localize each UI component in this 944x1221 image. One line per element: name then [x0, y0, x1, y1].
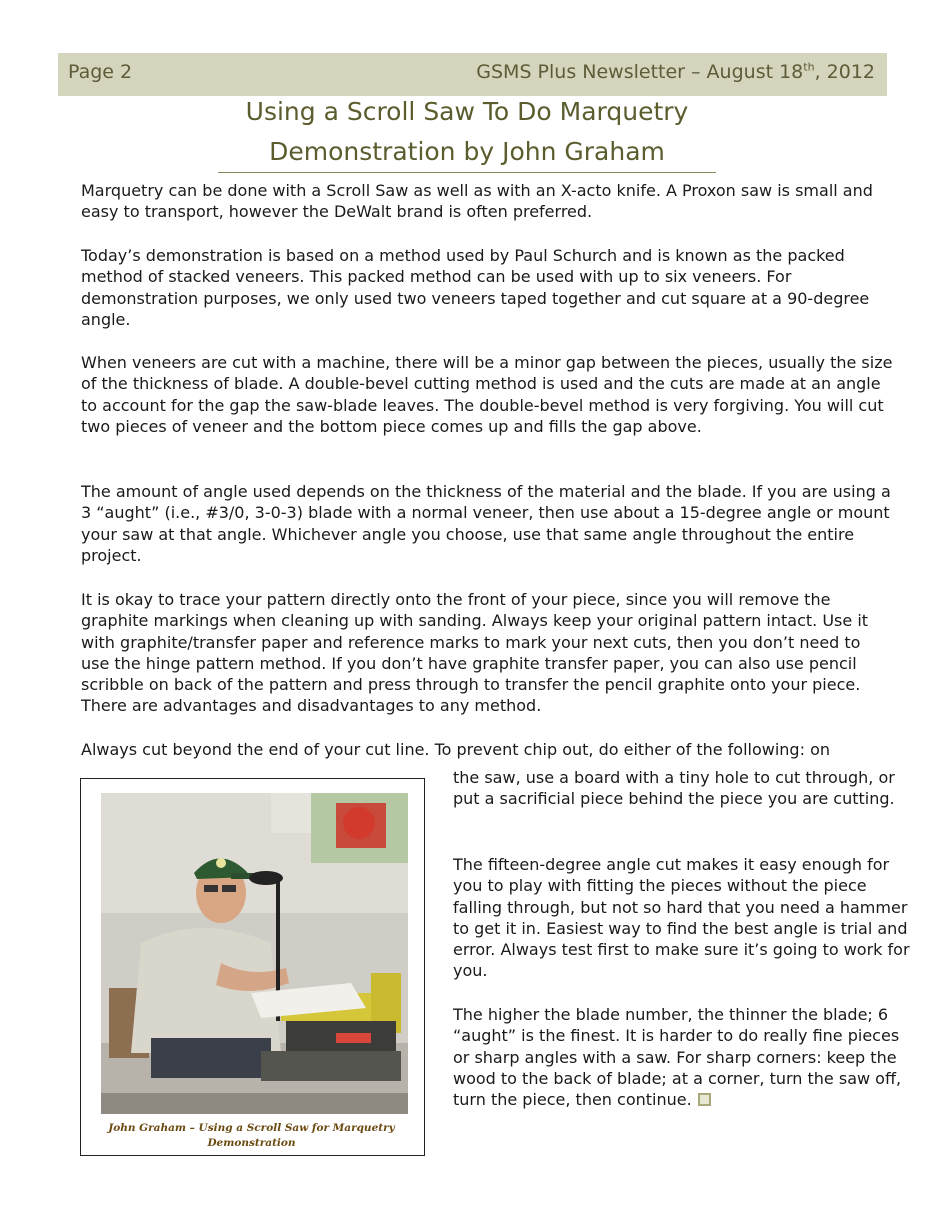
photo-caption-line-2: Demonstration [207, 1137, 296, 1149]
side-paragraph-2: The fifteen-degree angle cut makes it easy enough for you to play with fitting the pieces without the piece falling through, but not so hard that you need a hammer to get it in. Easiest way to find the best angle is trial and error. Always test first to make sure it’s going to work for you. [453, 855, 910, 981]
paragraph-3: When veneers are cut with a machine, there will be a minor gap between the pieces, usually the size of the thickness of blade. A double-bevel cutting method is used and the cuts are made at an angle to account for the gap the saw-blade leaves. The double-bevel method is very forgiving. You will cut two pieces of veneer and the bottom piece comes up and fills the gap above. [81, 353, 893, 436]
side-paragraph-1: the saw, use a board with a tiny hole to cut through, or put a sacrificial piece behind the piece you are cutting. [453, 768, 895, 809]
paragraph-6: Always cut beyond the end of your cut line. To prevent chip out, do either of the following: on [81, 740, 830, 759]
page-number: Page 2 [68, 61, 133, 83]
paragraph-4: The amount of angle used depends on the thickness of the material and the blade. If you are using a 3 “aught” (i.e., #3/0, 3-0-3) blade with a normal veneer, then use about a 15-degree angle or mount your saw at that angle. Whichever angle you choose, use that same angle throughout the entire project. [81, 482, 891, 565]
article-title [218, 92, 716, 173]
paragraph-1: Marquetry can be done with a Scroll Saw as well as with an X-acto knife. A Proxon saw is small and easy to transport, however the DeWalt brand is often preferred. [81, 181, 873, 222]
photo-frame [80, 778, 425, 1156]
newsletter-title: GSMS Plus Newsletter – August 18th, 2012 [476, 60, 875, 83]
end-of-article-icon [698, 1093, 711, 1106]
article-title-line-2: Demonstration by John Graham [269, 137, 665, 166]
side-paragraph-3: The higher the blade number, the thinner the blade; 6 “aught” is the finest. It is harder to do really fine pieces or sharp angles with a saw. For sharp corners: keep the wood to the back of blade; at a corner, turn the saw off, turn the piece, then continue. [453, 1005, 902, 1110]
paragraph-2: Today’s demonstration is based on a method used by Paul Schurch and is known as the packed method of stacked veneers. This packed method can be used with up to six veneers. For demonstration purposes, we only used two veneers taped together and cut square at a 90-degree angle. [81, 246, 870, 329]
header-bar [58, 53, 887, 96]
article-title-line-1: Using a Scroll Saw To Do Marquetry [245, 97, 689, 126]
photo-caption-line-1: John Graham – Using a Scroll Saw for Marquetry [108, 1122, 395, 1134]
paragraph-5: It is okay to trace your pattern directly onto the front of your piece, since you will remove the graphite markings when cleaning up with sanding. Always keep your original pattern intact. Use it with graphite/transfer paper and reference marks to mark your next cuts, then you don’t need to use the hinge pattern method. If you don’t have graphite transfer paper, you can also use pencil scribble on back of the pattern and press through to transfer the pencil graphite onto your piece. There are advantages and disadvantages to any method. [81, 590, 869, 716]
demonstration-photo [101, 793, 408, 1114]
photo-caption [89, 1121, 414, 1151]
